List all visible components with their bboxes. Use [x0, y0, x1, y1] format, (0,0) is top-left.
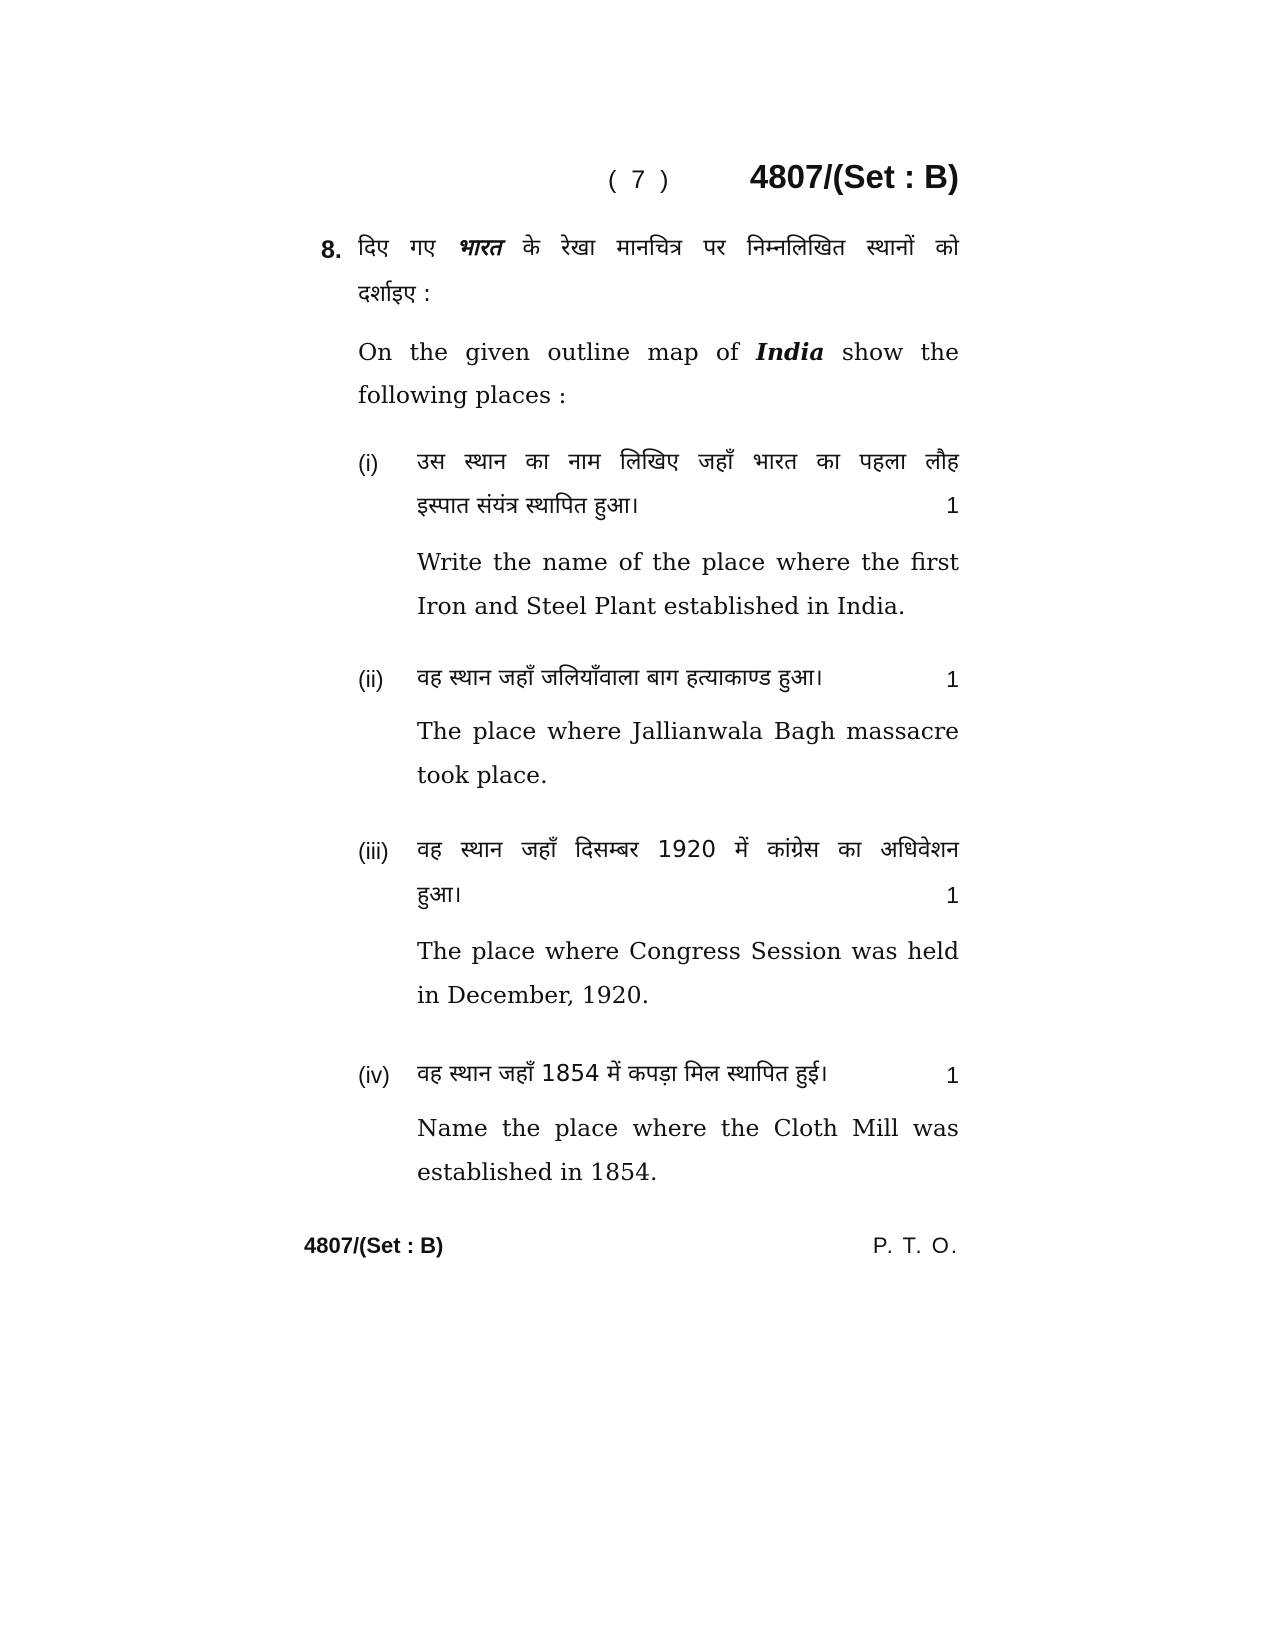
question-hindi-line1 — [358, 230, 959, 262]
part-hindi-line2: हुआ। — [417, 882, 462, 908]
part-english-line1: The place where Jallianwala Bagh massacre — [417, 717, 959, 745]
english-stem-emphasis: India — [755, 338, 825, 366]
page-number: ( 7 ) — [608, 166, 673, 194]
part-english-line1: The place where Congress Session was held — [417, 937, 959, 965]
english-stem-pre: On the given outline map of — [358, 338, 739, 366]
part-english-line1: Name the place where the Cloth Mill was — [417, 1114, 959, 1142]
question-hindi-line2: दर्शाइए : — [358, 281, 431, 307]
part-label: (iv) — [358, 1062, 390, 1088]
marks-value: 1 — [946, 1062, 959, 1088]
part-english-line2: Iron and Steel Plant established in India. — [417, 592, 906, 620]
part-hindi-line1: वह स्थान जहाँ 1854 में कपड़ा मिल स्थापित हुई। — [417, 1061, 828, 1087]
english-stem-post: show the — [841, 338, 959, 366]
pto-label: P. T. O. — [872, 1233, 959, 1258]
part-hindi-line2: इस्पात संयंत्र स्थापित हुआ। — [417, 493, 639, 519]
paper-code-footer: 4807/(Set : B) — [304, 1233, 444, 1258]
part-english-line1: Write the name of the place where the first — [417, 548, 959, 576]
marks-value: 1 — [946, 666, 959, 692]
marks-value: 1 — [946, 882, 959, 908]
hindi-stem-post: के रेखा मानचित्र पर निम्नलिखित स्थानों को — [522, 235, 960, 261]
part-label: (iii) — [358, 838, 389, 864]
part-hindi-line1: वह स्थान जहाँ जलियाँवाला बाग हत्याकाण्ड हुआ। — [417, 665, 823, 691]
part-hindi-line1: उस स्थान का नाम लिखिए जहाँ भारत का पहला लौह — [417, 449, 959, 475]
question-number: 8. — [321, 236, 342, 264]
question-english-line2: following places : — [358, 381, 567, 409]
part-label: (i) — [358, 450, 379, 476]
part-english-line2: took place. — [417, 761, 548, 789]
part-label: (ii) — [358, 666, 384, 692]
question-english-line1 — [358, 330, 959, 375]
part-hindi-line1: वह स्थान जहाँ दिसम्बर 1920 में कांग्रेस का अधिवेशन — [417, 837, 959, 863]
paper-code-header: 4807/(Set : B) — [749, 158, 959, 195]
part-english-line2: in December, 1920. — [417, 981, 650, 1009]
hindi-stem-emphasis: भारत — [456, 235, 502, 261]
hindi-stem-pre: दिए गए — [358, 235, 436, 261]
marks-value: 1 — [946, 492, 959, 518]
part-english-line2: established in 1854. — [417, 1158, 658, 1186]
